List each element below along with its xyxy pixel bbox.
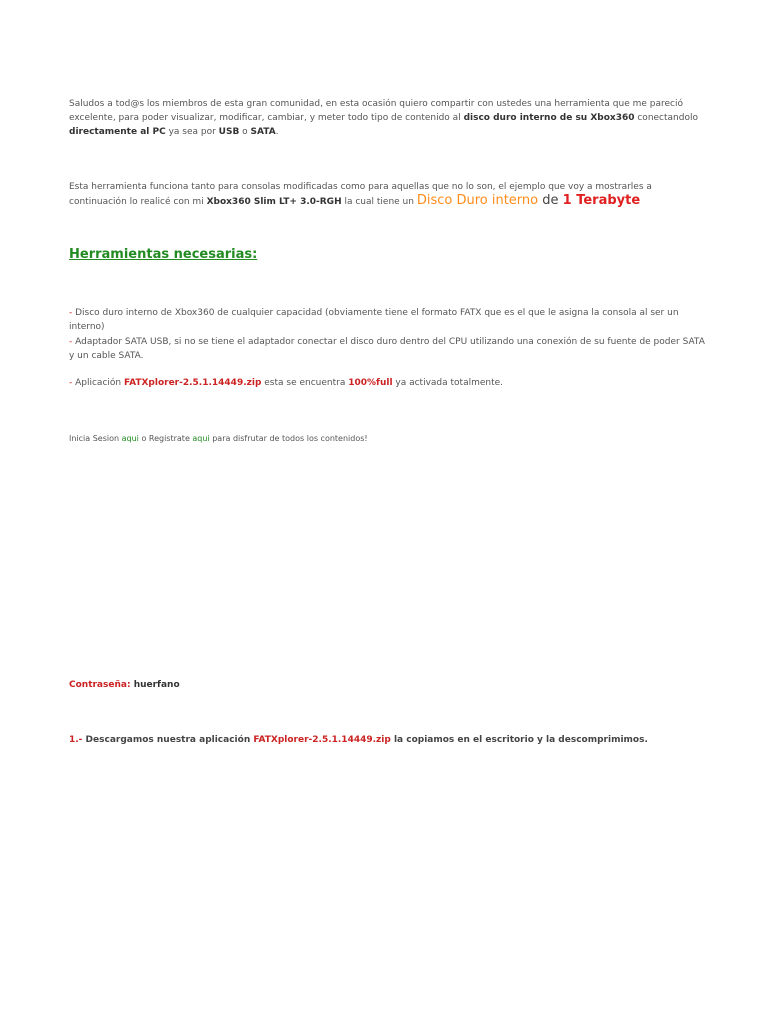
list-dash: - bbox=[69, 337, 73, 347]
description-text: la cual tiene un bbox=[341, 197, 417, 207]
intro-text: Saludos a tod@s los miembros de esta gran comunidad, en esta ocasión quiero compartir con ustedes una herramienta que me pareció excelente, para poder visualizar, modificar, cambiar, y meter todo tipo de contenido al bbox=[69, 99, 684, 123]
step-text: Descargamos nuestra aplicación bbox=[82, 735, 254, 745]
password-line bbox=[69, 678, 709, 692]
intro-text: o bbox=[239, 127, 251, 137]
list-item-text: ya activada totalmente. bbox=[392, 378, 504, 388]
list-item bbox=[69, 306, 709, 334]
disk-highlight: Disco Duro interno bbox=[416, 193, 539, 208]
list-item-text: esta se encuentra bbox=[261, 378, 349, 388]
step-filename: FATXplorer-2.5.1.14449.zip bbox=[253, 735, 391, 745]
list-item-text: Aplicación bbox=[72, 378, 124, 388]
login-text: Inicia Sesion bbox=[69, 434, 122, 443]
intro-bold-usb: USB bbox=[218, 127, 240, 137]
intro-text: . bbox=[275, 127, 279, 137]
login-text: o Registrate bbox=[138, 434, 193, 443]
intro-bold-disk: disco duro interno de su Xbox360 bbox=[463, 113, 635, 123]
intro-text: conectandolo bbox=[634, 113, 698, 123]
full-badge: 100%full bbox=[348, 378, 393, 388]
password-label: Contraseña: bbox=[69, 680, 131, 690]
register-link[interactable]: aqui bbox=[192, 434, 210, 443]
list-dash: - bbox=[69, 378, 73, 388]
step-number: 1.- bbox=[69, 735, 83, 745]
section-heading: Herramientas necesarias: bbox=[69, 247, 258, 262]
step-text: la copiamos en el escritorio y la descomprimimos. bbox=[390, 735, 648, 745]
description-paragraph bbox=[69, 180, 709, 209]
list-item bbox=[69, 376, 709, 390]
app-filename: FATXplorer-2.5.1.14449.zip bbox=[123, 378, 262, 388]
login-text: para disfrutar de todos los contenidos! bbox=[209, 434, 368, 443]
intro-text: ya sea por bbox=[165, 127, 219, 137]
list-item-text: Adaptador SATA USB, si no se tiene el adaptador conectar el disco duro dentro del CPU utilizando una conexión de su fuente de poder SATA y un cable SATA. bbox=[69, 337, 705, 361]
intro-bold-sata: SATA bbox=[250, 127, 276, 137]
description-text: de bbox=[538, 193, 563, 208]
capacity-highlight: 1 Terabyte bbox=[562, 193, 641, 208]
password-value: huerfano bbox=[130, 680, 180, 690]
list-item bbox=[69, 335, 709, 363]
list-dash: - bbox=[69, 308, 73, 318]
list-item-text: Disco duro interno de Xbox360 de cualquier capacidad (obviamente tiene el formato FATX que es el que le asigna la consola al ser un interno) bbox=[69, 308, 679, 332]
console-model: Xbox360 Slim LT+ 3.0-RGH bbox=[206, 197, 342, 207]
intro-bold-pc: directamente al PC bbox=[69, 127, 166, 137]
step-1 bbox=[69, 733, 709, 747]
login-link[interactable]: aqui bbox=[121, 434, 139, 443]
description-text: Esta herramienta funciona tanto para consolas modificadas como para aquellas que no lo son, el ejemplo que voy a mostrarles a continuación lo realicé con mi bbox=[69, 182, 652, 207]
login-notice bbox=[69, 432, 709, 446]
intro-paragraph bbox=[69, 97, 709, 139]
